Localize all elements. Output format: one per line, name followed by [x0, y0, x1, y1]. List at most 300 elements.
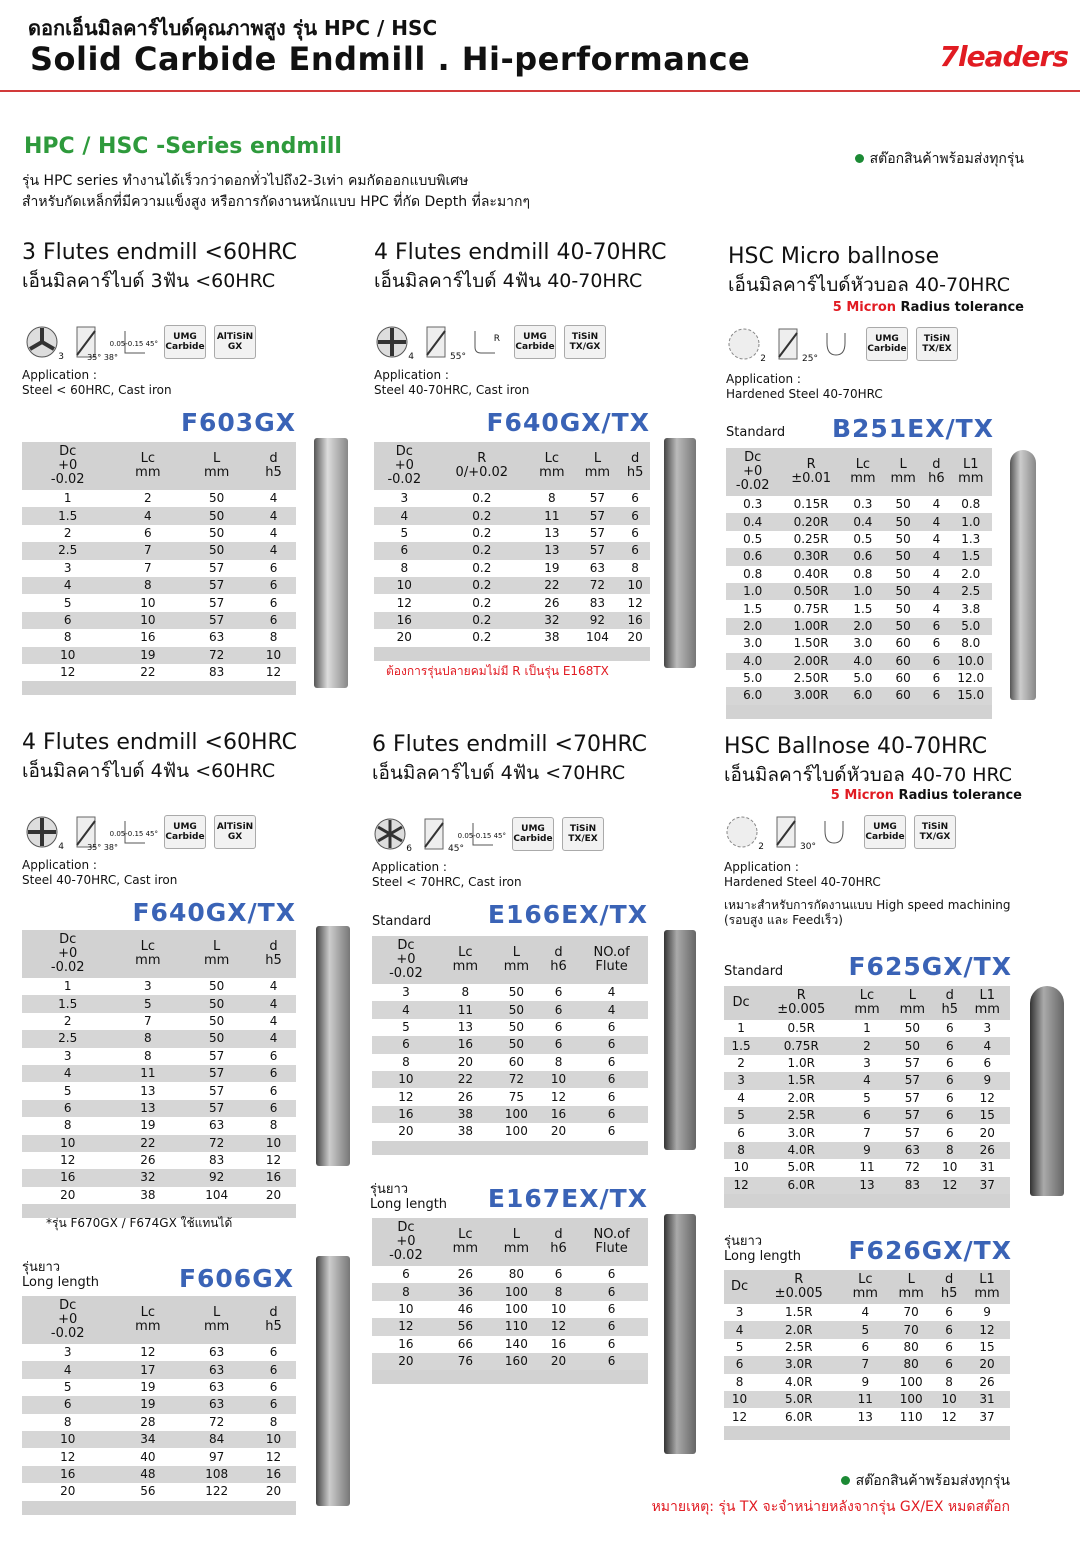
table-cell: 38 — [140, 1187, 156, 1202]
material-badge: UMG Carbide — [866, 327, 908, 361]
table-cell: 60 — [883, 653, 923, 670]
column-header: L mm — [883, 448, 923, 496]
table-row — [724, 1124, 1010, 1141]
table-cell: 0.5R — [787, 1021, 815, 1036]
table-cell: 0.15R — [793, 497, 829, 512]
table-cell: 5 — [724, 1107, 758, 1124]
table-cell: 50 — [895, 497, 911, 512]
column-header: Lc mm — [440, 936, 491, 984]
table-row — [22, 647, 296, 664]
table-row — [724, 1072, 1010, 1089]
table-cell: 8 — [554, 1054, 563, 1069]
table-cell: 6 — [945, 1125, 954, 1140]
table-cell: 63 — [589, 560, 606, 575]
table-cell: 26 — [140, 1153, 156, 1168]
section-3-flutes: 3 Flutes endmill <60HRC เอ็นมิลคาร์ไบด์ 3ฟัน <60HRC — [22, 240, 298, 292]
table-cell: 1.5 — [22, 995, 113, 1012]
table-row — [724, 1090, 1010, 1107]
table-cell: 0.6 — [843, 548, 883, 565]
column-header: d h5 — [251, 930, 296, 978]
table-cell: 108 — [182, 1466, 251, 1483]
table-cell: 4.0 — [726, 653, 779, 670]
table-cell: 83 — [890, 1177, 935, 1194]
table-cell: 5.0R — [755, 1391, 842, 1408]
table-row — [374, 560, 650, 577]
table-row — [22, 612, 296, 629]
table-cell: 57 — [182, 1065, 251, 1082]
table-cell: 57 — [904, 1125, 920, 1140]
table-cell: 12 — [60, 1153, 76, 1168]
table-cell: 1.0 — [950, 513, 993, 530]
table-cell: 57 — [589, 491, 606, 506]
flute-cross-section-icon: 4 — [24, 814, 60, 850]
table-cell: 8 — [113, 1030, 182, 1047]
table-cell: 6.0R — [785, 1409, 813, 1424]
column-header: Dc +0 -0.02 — [372, 1218, 440, 1266]
table-row — [22, 1117, 296, 1134]
table-cell: 8 — [631, 560, 639, 575]
table-cell: 10.0 — [950, 653, 993, 670]
column-header: Lc mm — [843, 448, 883, 496]
table-cell: 12 — [398, 1089, 414, 1104]
table-cell: 5 — [863, 1090, 871, 1105]
table-cell: 6 — [923, 653, 949, 670]
table-cell: 50 — [895, 531, 911, 546]
stock-note-top: สต๊อกสินค้าพร้อมส่งทุกรุ่น — [855, 148, 1024, 170]
table-cell: 4 — [724, 1321, 755, 1338]
table-cell: 100 — [491, 1283, 542, 1300]
table-cell: 8 — [63, 1414, 72, 1429]
table-cell: 10 — [22, 1135, 113, 1152]
table-cell: 4 — [251, 1030, 296, 1047]
table-cell: 4 — [932, 531, 941, 546]
table-cell: 140 — [504, 1336, 528, 1351]
table-cell: 6 — [932, 636, 941, 651]
table-cell: 50 — [508, 985, 525, 1000]
helix-angle-icon: 35° 38° — [68, 324, 104, 360]
table-cell: 4 — [923, 583, 949, 600]
table-cell: 12 — [60, 1449, 76, 1464]
chamfer-icon: 0.05-0.15 45° — [460, 816, 504, 852]
table-cell: 6 — [269, 595, 278, 610]
table-cell: 10 — [724, 1391, 755, 1408]
table-row — [726, 566, 992, 583]
table-cell: 6 — [144, 525, 152, 540]
table-cell: 83 — [209, 1153, 225, 1168]
table-row — [372, 1301, 648, 1318]
table-row — [724, 1037, 1010, 1054]
table-cell: 63 — [209, 630, 225, 645]
table-cell: 50 — [895, 566, 911, 581]
table-cell: 5 — [63, 1379, 72, 1394]
table-cell: 2.0R — [787, 1090, 815, 1105]
table-cell: 16 — [550, 1336, 567, 1351]
column-header: Dc +0 -0.02 — [22, 442, 113, 490]
section-6-flutes: 6 Flutes endmill <70HRC เอ็นมิลคาร์ไบด์ 4ฟัน <70HRC — [372, 732, 648, 784]
table-cell: 13 — [544, 525, 560, 540]
product-code-f625gx-tx: F625GX/TX — [848, 952, 1012, 981]
table-cell: 10 — [542, 1071, 575, 1088]
spec-icons-s6 — [372, 816, 604, 852]
table-cell: 100 — [888, 1391, 934, 1408]
table-cell: 4 — [737, 1090, 745, 1105]
standard-label-s6: Standard — [372, 914, 432, 929]
table-cell: 57 — [890, 1072, 935, 1089]
table-cell: 19 — [113, 1396, 182, 1413]
table-cell: 20 — [396, 630, 412, 645]
table-row — [726, 548, 992, 565]
table-cell: 6 — [607, 1124, 616, 1139]
table-cell: 8 — [63, 1118, 72, 1133]
table-row — [726, 653, 992, 670]
table-cell: 50 — [883, 583, 923, 600]
table-cell: 12 — [372, 1318, 440, 1335]
material-badge: UMG Carbide — [164, 325, 206, 359]
table-row — [22, 1187, 296, 1204]
table-cell: 20 — [60, 1187, 76, 1202]
table-cell: 22 — [440, 1071, 491, 1088]
table-row — [22, 577, 296, 594]
table-cell: 5.0 — [950, 618, 993, 635]
table-cell: 3 — [863, 1055, 871, 1070]
table-cell: 5 — [402, 1019, 410, 1034]
table-cell: 60 — [895, 671, 911, 686]
flute-cross-section-icon: 4 — [374, 324, 410, 360]
table-cell: 16 — [620, 612, 650, 629]
ball-profile-icon — [814, 326, 858, 362]
table-footer-bar — [22, 681, 296, 695]
table-row — [724, 1107, 1010, 1124]
table-cell: 8 — [548, 491, 556, 506]
table-cell: 1 — [737, 1021, 745, 1036]
table-cell: 3.0 — [853, 636, 873, 651]
table-cell: 6 — [269, 1048, 278, 1063]
table-row — [372, 1353, 648, 1370]
table-cell: 6 — [945, 1021, 954, 1036]
column-header: NO.of Flute — [575, 1218, 648, 1266]
table-row — [22, 664, 296, 681]
table-cell: 7 — [144, 1013, 152, 1028]
spec-icons-s8 — [724, 814, 956, 850]
table-cell: 6 — [251, 577, 296, 594]
section-micro-ballnose: HSC Micro ballnose เอ็นมิลคาร์ไบด์หัวบอล 40-70HRC — [728, 244, 1010, 296]
table-cell: 0.20R — [779, 513, 842, 530]
table-cell: 80 — [903, 1339, 919, 1354]
table-cell: 2 — [844, 1037, 889, 1054]
table-cell: 26 — [965, 1142, 1010, 1159]
table-cell: 6 — [575, 1036, 648, 1053]
table-cell: 6 — [575, 1318, 648, 1335]
table-cell: 3 — [724, 1072, 758, 1089]
table-cell: 6 — [251, 1396, 296, 1413]
table-cell: 20 — [265, 1187, 282, 1202]
table-row — [372, 1318, 648, 1335]
column-header: L1 mm — [965, 986, 1010, 1020]
table-cell: 50 — [508, 1019, 525, 1034]
table-cell: 6 — [724, 1356, 755, 1373]
header-title-english: Solid Carbide Endmill . Hi-performance — [30, 40, 751, 78]
table-cell: 57 — [904, 1090, 920, 1105]
table-cell: 57 — [209, 595, 225, 610]
table-row — [372, 1088, 648, 1105]
table-cell: 28 — [140, 1414, 156, 1429]
application-s1: Application : Steel < 60HRC, Cast iron — [22, 368, 172, 397]
product-code-f603gx: F603GX — [180, 408, 296, 437]
table-cell: 6 — [372, 1036, 440, 1053]
table-cell: 2.5 — [950, 583, 993, 600]
table-cell: 26 — [457, 1089, 473, 1104]
table-cell: 16 — [22, 1466, 113, 1483]
spec-table-e166ex-tx — [372, 936, 648, 1155]
table-cell: 6 — [402, 1267, 410, 1282]
table-cell: 92 — [182, 1169, 251, 1186]
table-cell: 50 — [182, 542, 251, 559]
table-cell: 20 — [457, 1054, 473, 1069]
table-cell: 20 — [372, 1353, 440, 1370]
table-cell: 12 — [60, 665, 76, 680]
table-cell: 9 — [861, 1374, 870, 1389]
table-cell: 10 — [22, 647, 113, 664]
table-row — [372, 1036, 648, 1053]
table-cell: 6 — [542, 1036, 575, 1053]
table-row — [22, 1483, 296, 1500]
table-footer-bar — [724, 1194, 1010, 1208]
chamfer-icon: 0.05-0.15 45° — [112, 814, 156, 850]
table-cell: 2 — [144, 491, 152, 506]
table-cell: 4 — [269, 1013, 278, 1028]
table-cell: 57 — [589, 525, 606, 540]
table-cell: 2.00R — [779, 653, 842, 670]
table-cell: 6 — [631, 491, 639, 506]
table-cell: 20 — [550, 1124, 567, 1139]
table-row — [724, 1304, 1010, 1321]
table-cell: 2.0R — [755, 1321, 842, 1338]
table-cell: 57 — [209, 1083, 225, 1098]
table-cell: 4 — [932, 497, 941, 512]
table-cell: 6 — [251, 1065, 296, 1082]
table-cell: 4 — [269, 491, 278, 506]
table-cell: 0.2 — [435, 507, 530, 524]
column-header: Lc mm — [842, 1270, 888, 1304]
table-footer-bar — [726, 705, 992, 719]
table-cell: 2.50R — [793, 671, 829, 686]
table-cell: 50 — [182, 995, 251, 1012]
table-cell: 3 — [63, 1345, 72, 1360]
table-cell: 6.0R — [758, 1177, 844, 1194]
table-cell: 3 — [63, 560, 72, 575]
table-row — [22, 1169, 296, 1186]
table-cell: 6 — [935, 1037, 965, 1054]
column-header: Dc +0 -0.02 — [374, 442, 435, 490]
table-cell: 3 — [144, 979, 152, 994]
product-code-e167ex-tx: E167EX/TX — [487, 1184, 648, 1213]
table-cell: 32 — [529, 612, 575, 629]
coating-badge: TiSiN TX/GX — [564, 325, 606, 359]
table-row — [726, 583, 992, 600]
table-cell: 6 — [607, 1267, 616, 1282]
table-cell: 72 — [182, 1135, 251, 1152]
table-cell: 100 — [491, 1106, 542, 1123]
table-cell: 5 — [735, 1339, 744, 1354]
table-cell: 8 — [144, 1048, 152, 1063]
table-cell: 0.2 — [472, 491, 492, 506]
long-length-label-s5: รุ่นยาว Long length — [22, 1260, 100, 1290]
table-cell: 57 — [904, 1055, 920, 1070]
column-header: Dc — [724, 986, 758, 1020]
table-cell: 4 — [374, 507, 435, 524]
table-cell: 12 — [265, 1449, 282, 1464]
table-cell: 6 — [374, 542, 435, 559]
table-cell: 6 — [923, 687, 949, 704]
table-cell: 5 — [63, 1083, 72, 1098]
coating-badge: TiSiN TX/EX — [916, 327, 958, 361]
table-cell: 70 — [888, 1321, 934, 1338]
table-row — [22, 1379, 296, 1396]
table-cell: 38 — [457, 1124, 473, 1139]
table-cell: 4 — [269, 525, 278, 540]
table-cell: 0.2 — [472, 595, 492, 610]
table-cell: 50 — [883, 618, 923, 635]
table-cell: 8 — [542, 1283, 575, 1300]
table-cell: 0.4 — [843, 513, 883, 530]
column-header: L mm — [491, 1218, 542, 1266]
table-cell: 1.5R — [758, 1072, 844, 1089]
table-cell: 16 — [251, 1466, 296, 1483]
table-cell: 6 — [844, 1107, 889, 1124]
table-cell: 10 — [374, 577, 435, 594]
coating-badge: AlTiSiN GX — [214, 325, 256, 359]
table-cell: 4 — [269, 979, 278, 994]
table-cell: 6 — [934, 1356, 964, 1373]
table-footer-bar — [22, 1501, 296, 1515]
table-cell: 10 — [550, 1301, 567, 1316]
table-cell: 1.0 — [843, 583, 883, 600]
endmill-image — [314, 438, 348, 688]
table-cell: 50 — [890, 1037, 935, 1054]
table-row — [22, 507, 296, 524]
table-cell: 80 — [508, 1267, 525, 1282]
table-cell: 110 — [899, 1409, 923, 1424]
table-cell: 6 — [945, 1339, 953, 1354]
table-cell: 8 — [269, 1118, 278, 1133]
table-cell: 22 — [529, 577, 575, 594]
helix-angle-icon: 45° — [416, 816, 452, 852]
flute-cross-section-icon: 3 — [24, 324, 60, 360]
table-cell: 6 — [945, 1055, 954, 1070]
table-cell: 11 — [440, 1001, 491, 1018]
table-cell: 6 — [251, 1100, 296, 1117]
column-header: R 0/+0.02 — [435, 442, 530, 490]
table-cell: 1.5 — [743, 601, 763, 616]
table-cell: 6 — [575, 1106, 648, 1123]
table-cell: 63 — [209, 1379, 225, 1394]
table-cell: 8 — [113, 577, 182, 594]
table-cell: 6.0 — [726, 687, 779, 704]
corner-radius-icon: R — [462, 324, 506, 360]
column-header: Dc +0 -0.02 — [22, 930, 113, 978]
table-footer-bar — [374, 647, 650, 661]
table-row — [372, 1283, 648, 1300]
table-cell: 1 — [63, 491, 72, 506]
table-cell: 20 — [979, 1125, 995, 1140]
table-row — [22, 490, 296, 507]
series-description: รุ่น HPC series ทำงานได้เร็วกว่าดอกทั่วไปถึง2-3เท่า คมกัดออกแบบพิเศษ สำหรับกัดเหล็กที่มีความแข็งสูง หรือการกัดงานหนักแบบ HPC ที่กัด Depth ที่ละมากๆ — [22, 173, 531, 210]
table-row — [22, 1048, 296, 1065]
table-cell: 12 — [964, 1321, 1010, 1338]
table-cell: 72 — [575, 577, 621, 594]
table-cell: 57 — [209, 1048, 225, 1063]
table-row — [726, 531, 992, 548]
table-cell: 0.25R — [793, 531, 829, 546]
table-cell: 6 — [607, 1301, 616, 1316]
table-row — [22, 1082, 296, 1099]
table-cell: 72 — [904, 1160, 920, 1175]
table-cell: 7 — [863, 1125, 871, 1140]
table-cell: 6 — [607, 1336, 616, 1351]
column-header: R ±0.005 — [755, 1270, 842, 1304]
table-cell: 6 — [935, 1072, 965, 1089]
table-cell: 4 — [861, 1305, 870, 1320]
table-row — [726, 670, 992, 687]
table-row — [724, 1321, 1010, 1338]
table-cell: 1.5R — [785, 1305, 813, 1320]
table-row — [724, 1142, 1010, 1159]
table-row — [726, 513, 992, 530]
table-row — [724, 1055, 1010, 1072]
header-divider — [0, 90, 1080, 92]
coating-badge: AlTiSiN GX — [214, 815, 256, 849]
table-row — [372, 984, 648, 1001]
table-cell: 0.2 — [435, 542, 530, 559]
table-cell: 20 — [398, 1124, 414, 1139]
table-cell: 7 — [144, 560, 152, 575]
table-cell: 6 — [575, 1353, 648, 1370]
table-cell: 0.40R — [793, 566, 829, 581]
table-cell: 12 — [542, 1318, 575, 1335]
table-cell: 22 — [140, 665, 156, 680]
table-cell: 16 — [440, 1036, 491, 1053]
table-cell: 2.5R — [758, 1107, 844, 1124]
table-cell: 80 — [888, 1356, 934, 1373]
table-cell: 50 — [491, 1001, 542, 1018]
table-cell: 4 — [575, 1001, 648, 1018]
table-row — [724, 1339, 1010, 1356]
spec-icons-s4 — [24, 814, 256, 850]
long-length-label-s9: รุ่นยาว Long length — [724, 1234, 802, 1264]
radius-tolerance-s8: 5 Micron Radius tolerance — [830, 788, 1022, 803]
table-cell: 34 — [113, 1431, 182, 1448]
product-code-e166ex-tx: E166EX/TX — [487, 900, 648, 929]
table-cell: 2.5 — [22, 1030, 113, 1047]
column-header: Dc +0 -0.02 — [22, 1296, 113, 1344]
column-header: Lc mm — [113, 930, 182, 978]
table-cell: 60 — [883, 687, 923, 704]
table-cell: 2 — [63, 525, 72, 540]
table-cell: 0.2 — [472, 630, 492, 645]
note-f670gx: *รุ่น F670GX / F674GX ใช้แทนได้ — [46, 1216, 233, 1230]
table-cell: 0.8 — [853, 566, 873, 581]
material-badge: UMG Carbide — [512, 817, 554, 851]
table-cell: 100 — [504, 1301, 528, 1316]
endmill-image — [664, 930, 696, 1150]
endmill-image — [664, 438, 696, 668]
table-cell: 3.0 — [743, 636, 763, 651]
table-cell: 10 — [113, 612, 182, 629]
helix-angle-icon: 30° — [768, 814, 804, 850]
table-row — [22, 1361, 296, 1378]
column-header: R ±0.005 — [758, 986, 844, 1020]
flute-cross-section-icon: 6 — [372, 816, 408, 852]
